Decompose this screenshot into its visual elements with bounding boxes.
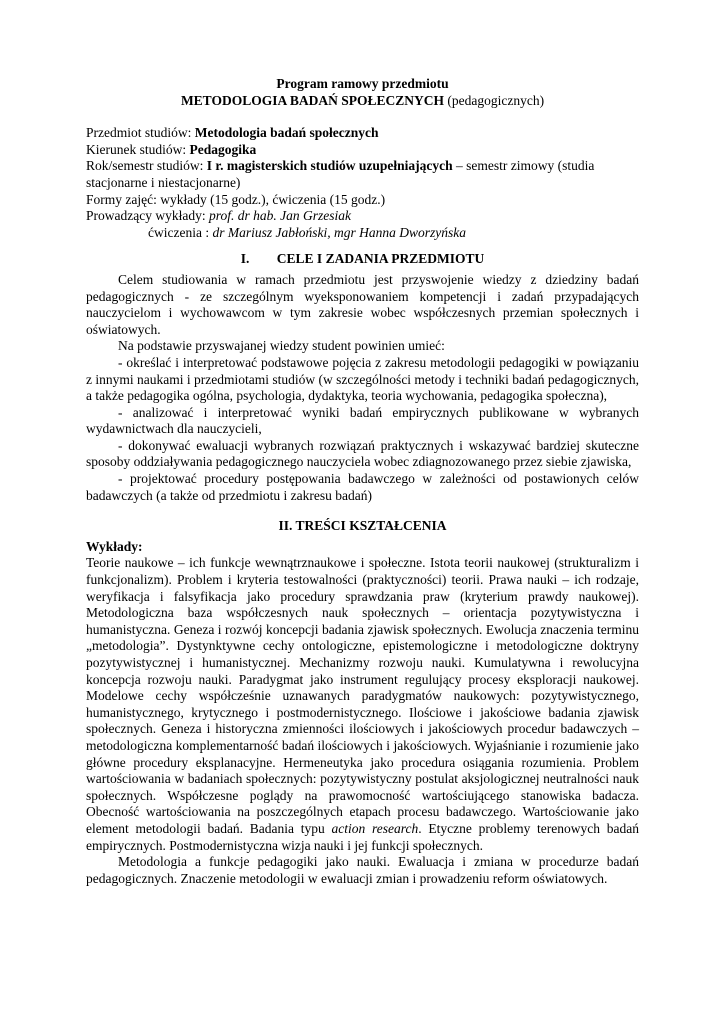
section-1-intro: Celem studiowania w ramach przedmiotu jest przyswojenie wiedzy z dziedziny badań pedagogicznych - ze szczególnym wyeksponowaniem kompetencji i zadań przypadających nauczycielom i wychowawcom w tym zakresie wobec współczesnych przemian społecznych i oświatowych. (86, 271, 639, 337)
goal-item: - określać i interpretować podstawowe pojęcia z zakresu metodologii pedagogiki w powiązaniu z innymi naukami i przedmiotami studiów (w szczególności metody i techniki badań pedagogicznych, a także pedagogika ogólna, psychologia, dydaktyka, teoria wychowania, pedagogika społeczna), (86, 354, 639, 404)
title-line-1: Program ramowy przedmiotu (276, 76, 449, 91)
meta-exercises-value: dr Mariusz Jabłoński, mgr Hanna Dworzyńska (212, 224, 466, 240)
meta-year-value: I r. magisterskich studiów uzupełniających (206, 158, 453, 174)
meta-exercises-label: ćwiczenia : (148, 224, 210, 240)
lectures-p1-text: Teorie naukowe – ich funkcje wewnątrznaukowe i społeczne. Istota teorii naukowej (strukturalizm i funkcjonalizm). Problem i kryteria testowalności (praktyczności) teorii. Prawa nauki – ich rodzaje, weryfikacja i falsyfikacja jako procedury sprawdzania praw (kryterium prawdy naukowej). Metodologiczna baza współczesnych nauk społecznych – orientacja pozytywistyczna i humanistyczna. Geneza i rozwój koncepcji badania zjawisk społecznych. Ewolucja znaczenia terminu „metodologia”. Dystynktywne cechy ontologiczne, epistemologiczne i metodologiczne doktryny pozytywistycznej i humanistycznej. Mechanizmy rozwoju nauki. Kumulatywna i rewolucyjna koncepcja rozwoju nauki. Paradygmat jako instrument regulujący procesy eksploracji naukowej. Modelowe cechy współcześnie uznawanych paradygmatów naukowych: pozytywistycznego, humanistycznego, krytycznego i postmodernistycznego. Ilościowe i jakościowe badania zjawisk społecznych. Geneza i historyczna zmienności ilościowych i jakościowych procedur badawczych – metodologiczna komplementarność badań ilościowych i jakościowych. Wyjaśnianie i rozumienie jako główne procedury eksplanacyjne. Hermeneutyka jako procedura osiągania rozumienia. Problem wartościowania w badaniach społecznych: pozytywistyczny postulat aksjologicznej neutralności nauk społecznych. Współczesne poglądy na prawomocność wartościującego stanowiska badacza. Obecność wartościowania na poszczególnych etapach procesu badawczego. Wartościowanie jako element metodologii badań. Badania typu (86, 555, 639, 836)
meta-lecturer-value: prof. dr hab. Jan Grzesiak (208, 208, 351, 224)
section-1-lead: Na podstawie przyswajanej wiedzy student powinien umieć: (118, 338, 445, 354)
meta-year-label: Rok/semestr studiów: (86, 158, 204, 174)
lectures-paragraph-1 (86, 555, 639, 854)
section-1-number: I. (240, 251, 250, 267)
section-1-heading (86, 251, 639, 268)
meta-year (86, 158, 639, 191)
lectures-paragraph-2: Metodologia a funkcje pedagogiki jako nauki. Ewaluacja i zmiana w procedurze badań pedagogicznych. Znaczenie metodologii w ewaluacji zmian i prowadzeniu reform oświatowych. (86, 854, 639, 886)
section-2-heading: II. TREŚCI KSZTAŁCENIA (278, 518, 447, 534)
meta-year-rest: – semestr zimowy (studia stacjonarne i niestacjonarne) (86, 158, 595, 190)
lectures-p1-text-end: . Etyczne problemy terenowych badań empirycznych. Postmodernistyczna wizja nauki i jej funkcji społecznych. (86, 820, 639, 853)
meta-direction (86, 142, 639, 159)
lectures-p1-italic: action research (331, 820, 419, 836)
lectures-subheading: Wykłady: (86, 538, 143, 554)
meta-direction-label: Kierunek studiów: (86, 141, 187, 157)
document-page (86, 76, 639, 887)
meta-exercises (86, 225, 639, 242)
meta-lecturer (86, 208, 639, 225)
meta-direction-value: Pedagogika (189, 141, 257, 157)
title-line-2: METODOLOGIA BADAŃ SPOŁECZNYCH (180, 92, 444, 108)
meta-subject-label: Przedmiot studiów: (86, 125, 192, 141)
title-line-2-suffix: (pedagogicznych) (447, 92, 545, 108)
meta-forms: Formy zajęć: wykłady (15 godz.), ćwiczenia (15 godz.) (86, 191, 386, 207)
goal-item: - dokonywać ewaluacji wybranych rozwiązań praktycznych i wskazywać bardziej skuteczne sposoby oddziaływania pedagogicznego nauczyciela wobec zdiagnozowanego przez siebie zjawiska, (86, 437, 639, 470)
meta-subject (86, 125, 639, 142)
document-title (86, 76, 639, 109)
goal-item: - projektować procedury postępowania badawczego w zależności od postawionych celów badawczych (a także od przedmiotu i zakresu badań) (86, 471, 639, 503)
course-meta (86, 125, 639, 241)
section-1-title: CELE I ZADANIA PRZEDMIOTU (276, 251, 485, 267)
meta-lecturer-label: Prowadzący wykłady: (86, 208, 206, 224)
goal-item: - analizować i interpretować wyniki badań empirycznych publikowane w wybranych wydawnictwach dla nauczycieli, (86, 404, 639, 437)
meta-subject-value: Metodologia badań społecznych (194, 125, 379, 141)
